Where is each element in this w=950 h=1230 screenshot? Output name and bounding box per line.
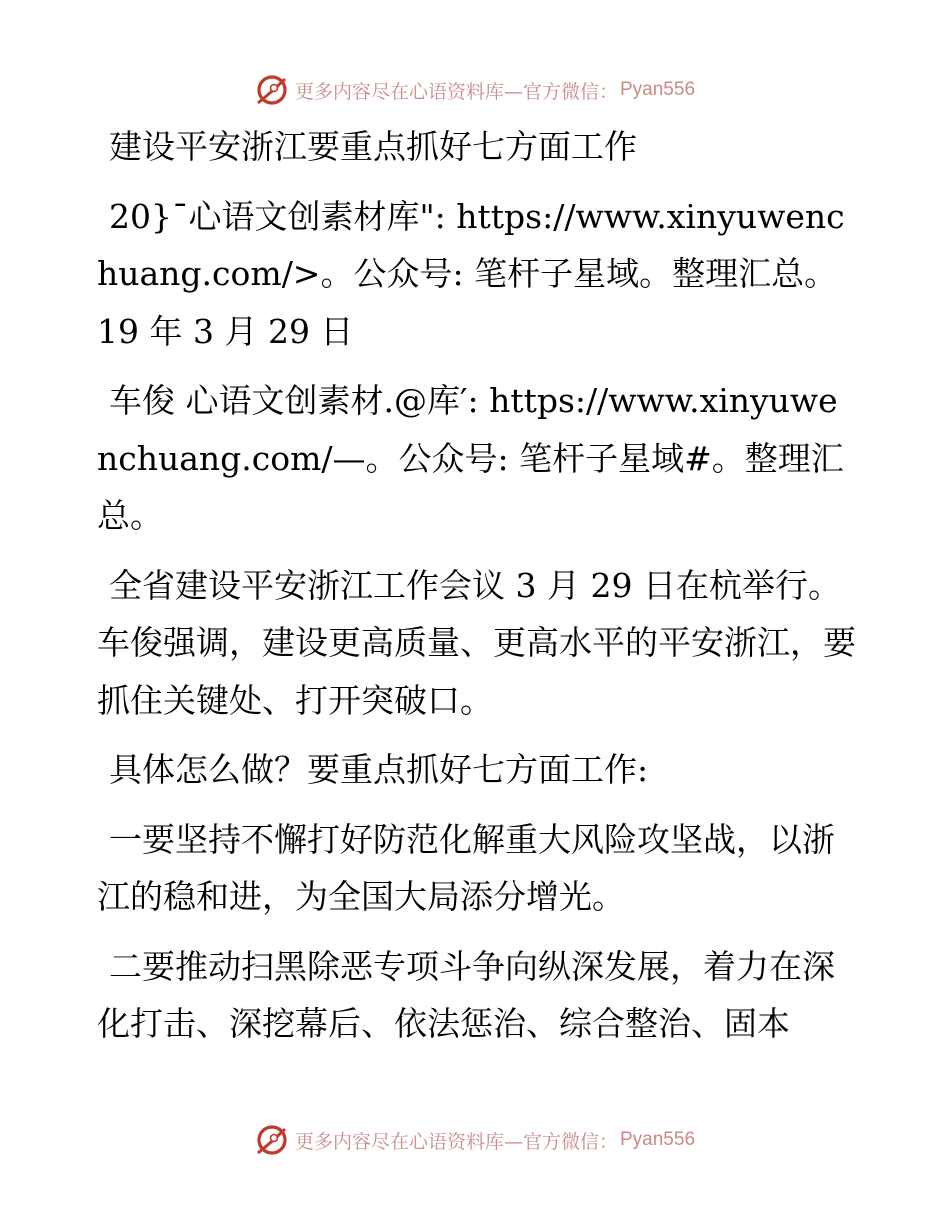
point-2-paragraph: 二要推动扫黑除恶专项斗争向纵深发展，着力在深化打击、深挖幕后、依法惩治、综合整治、固本 [97, 946, 835, 1043]
header-wechat-id: Pyan556 [620, 79, 696, 100]
document-body [97, 118, 857, 1065]
brush-pen-circle-logo-icon [255, 1123, 289, 1157]
question-paragraph: 具体怎么做？要重点抓好七方面工作: [109, 750, 649, 789]
source-note-1: 20}¯心语文创素材库": https://www.xinyuwenchuang.com/>。公众号: 笔杆子星域。整理汇总。19 年 3 月 29 日 [97, 196, 845, 351]
brush-pen-circle-logo-icon [255, 73, 289, 107]
footer-wechat-id: Pyan556 [620, 1129, 696, 1150]
footer-banner [0, 1120, 950, 1160]
intro-paragraph: 全省建设平安浙江工作会议 3 月 29 日在杭举行。车俊强调，建设更高质量、更高水平的平安浙江，要抓住关键处、打开突破口。 [97, 565, 856, 720]
document-title: 建设平安浙江要重点抓好七方面工作 [109, 127, 637, 166]
footer-banner-text: 更多内容尽在心语资料库—官方微信： [294, 1130, 618, 1153]
header-banner [0, 70, 950, 110]
header-banner-text: 更多内容尽在心语资料库—官方微信： [294, 80, 618, 103]
point-1-paragraph: 一要坚持不懈打好防范化解重大风险攻坚战，以浙江的稳和进，为全国大局添分增光。 [97, 819, 835, 916]
source-note-2: 车俊 心语文创素材.@库′: https://www.xinyuwenchuang.com/—。公众号: 笔杆子星域#。整理汇总。 [97, 381, 844, 535]
